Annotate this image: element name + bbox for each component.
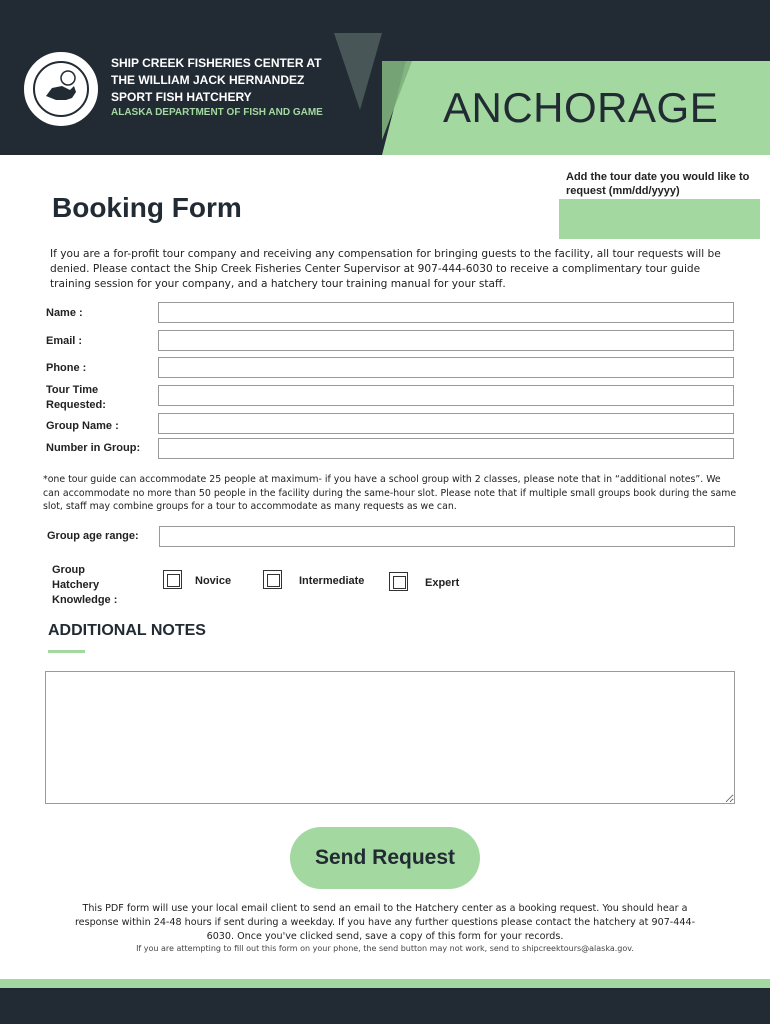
adfg-seal-icon <box>22 50 100 128</box>
tour-time-label-line1: Tour Time <box>46 384 99 396</box>
email-input[interactable] <box>158 330 734 351</box>
footer-accent-bar <box>0 979 770 988</box>
notes-title-underline <box>48 650 85 653</box>
tour-time-input[interactable] <box>158 385 734 406</box>
novice-label: Novice <box>195 575 232 587</box>
novice-checkbox[interactable] <box>163 570 182 589</box>
additional-notes-textarea[interactable] <box>45 671 735 804</box>
number-in-group-label: Number in Group: <box>46 442 141 454</box>
group-age-range-input[interactable] <box>159 526 735 547</box>
form-title: Booking Form <box>52 192 242 223</box>
org-line-3: SPORT FISH HATCHERY <box>111 90 252 104</box>
expert-label: Expert <box>425 577 460 589</box>
tour-date-label: Add the tour date you would like to request (mm/dd/yyyy) <box>566 171 750 197</box>
number-in-group-input[interactable] <box>158 438 734 459</box>
group-name-input[interactable] <box>158 413 734 434</box>
organization-name <box>111 55 351 106</box>
phone-input[interactable] <box>158 357 734 378</box>
intro-text: If you are a for-profit tour company and receiving any compensation for bringing guests to the facility, all tour requests will be denied. Please contact the Ship Creek Fisheries Center Supervisor at 907-444-6030 to receive a complimentary tour guide training session for your company, and a hatchery tour training manual for your staff. <box>50 248 721 290</box>
intermediate-checkbox[interactable] <box>263 570 282 589</box>
tour-date-input[interactable] <box>559 199 760 239</box>
department-name: ALASKA DEPARTMENT OF FISH AND GAME <box>111 107 323 118</box>
expert-checkbox[interactable] <box>389 572 408 591</box>
tour-time-label <box>46 383 106 413</box>
name-input[interactable] <box>158 302 734 323</box>
group-name-label: Group Name : <box>46 420 119 432</box>
email-label: Email : <box>46 335 83 347</box>
footer-instructions: This PDF form will use your local email client to send an email to the Hatchery center as a booking request. You should hear a response within 24-48 hours if sent during a weekday. If you have any further questions please contact the hatchery at 907-444-6030. Once you've clicked send, save a copy of this form for your records. <box>74 903 696 942</box>
org-line-2: THE WILLIAM JACK HERNANDEZ <box>111 73 305 87</box>
knowledge-label-line1: Group <box>52 564 85 576</box>
group-age-range-label: Group age range: <box>47 530 139 542</box>
phone-label: Phone : <box>46 362 87 374</box>
additional-notes-title: ADDITIONAL NOTES <box>48 622 206 639</box>
intermediate-label: Intermediate <box>299 575 365 587</box>
name-label: Name : <box>46 307 83 319</box>
footer-mobile-note: If you are attempting to fill out this form on your phone, the send button may not work, send to shipcreektours@alaska.gov. <box>136 944 634 953</box>
knowledge-label-line3: Knowledge : <box>52 594 118 606</box>
send-request-button[interactable]: Send Request <box>290 827 480 889</box>
footer-bar <box>0 988 770 1024</box>
org-line-1: SHIP CREEK FISHERIES CENTER AT <box>111 56 322 70</box>
capacity-note: *one tour guide can accommodate 25 people at maximum- if you have a school group with 2 classes, please note that in “additional notes”. We can accommodate no more than 50 people in the facility during the same-hour slot. Please note that if multiple small groups book during the same slot, staff may combine groups for a tour to accommodate as many requests as we can. <box>43 474 737 512</box>
knowledge-label <box>52 563 117 608</box>
city-title: ANCHORAGE <box>443 84 719 131</box>
knowledge-label-line2: Hatchery <box>52 579 100 591</box>
tour-time-label-line2: Requested: <box>46 399 106 411</box>
